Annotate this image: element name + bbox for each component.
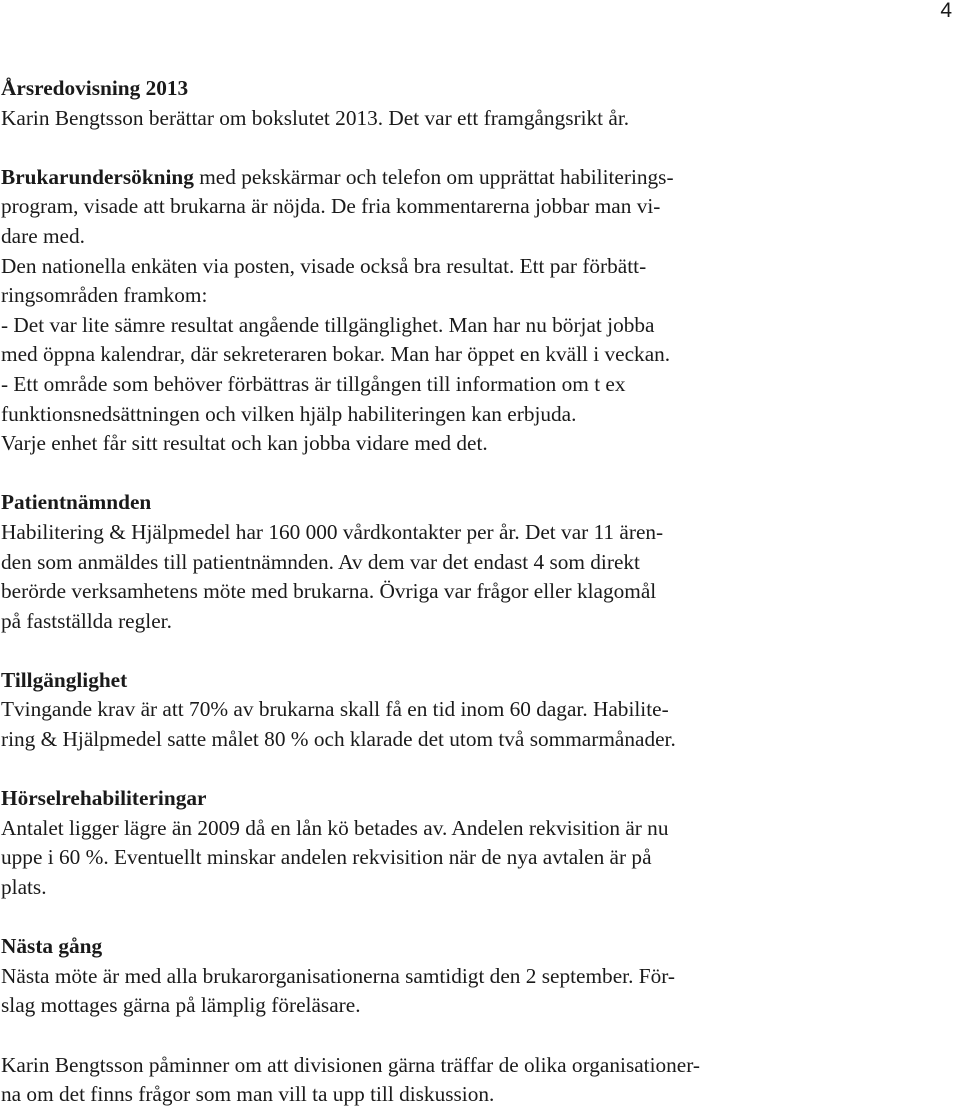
paragraph-line: berörde verksamhetens möte med brukarna. Övriga var frågor eller klagomål	[1, 579, 657, 604]
paragraph-gap	[1, 755, 951, 785]
section-heading: Nästa gång	[1, 934, 103, 959]
paragraph-line: Karin Bengtsson berättar om bokslutet 2013. Det var ett framgångsrikt år.	[1, 105, 630, 130]
paragraph-line: - Ett område som behöver förbättras är tillgången till information om t ex	[1, 371, 626, 396]
section-brukarundersokning	[1, 163, 951, 459]
section-heading: Patientnämnden	[1, 490, 152, 515]
paragraph-line: på fastställda regler.	[1, 608, 172, 633]
section-heading: Årsredovisning 2013	[1, 76, 189, 100]
paragraph-line: ring & Hjälpmedel satte målet 80 % och klarade det utom två sommarmånader.	[1, 727, 676, 752]
paragraph-line: slag mottages gärna på lämplig föreläsare.	[1, 993, 361, 1018]
paragraph-line: med öppna kalendrar, där sekreteraren bokar. Man har öppet en kväll i veckan.	[1, 342, 671, 367]
paragraph-line: ringsområden framkom:	[1, 283, 208, 308]
paragraph-gap	[1, 903, 951, 933]
paragraph-line: dare med.	[1, 223, 85, 248]
paragraph-line: Karin Bengtsson påminner om att divisionen gärna träffar de olika organisationer-	[1, 1052, 701, 1077]
section-arsredovisning	[1, 74, 951, 133]
paragraph-line: Nästa möte är med alla brukarorganisationerna samtidigt den 2 september. För-	[1, 963, 675, 988]
paragraph-line: den som anmäldes till patientnämnden. Av dem var det endast 4 som direkt	[1, 549, 640, 574]
paragraph-line: program, visade att brukarna är nöjda. De fria kommentarerna jobbar man vi-	[1, 194, 661, 219]
paragraph-text: med pekskärmar och telefon om upprättat habiliterings-	[193, 164, 674, 189]
paragraph-line: plats.	[1, 875, 47, 900]
section-nasta-gang	[1, 932, 951, 1021]
paragraph-gap	[1, 636, 951, 666]
paragraph-gap	[1, 133, 951, 163]
paragraph-line: Den nationella enkäten via posten, visade också bra resultat. Ett par förbätt-	[1, 253, 647, 278]
paragraph-line: Tvingande krav är att 70% av brukarna skall få en tid inom 60 dagar. Habilite-	[1, 697, 669, 722]
section-tillganglighet	[1, 666, 951, 755]
paragraph-gap	[1, 1021, 951, 1051]
inline-heading: Brukarundersökning	[1, 164, 194, 189]
paragraph-line: Antalet ligger lägre än 2009 då en lån kö betades av. Andelen rekvisition är nu	[1, 815, 669, 840]
paragraph-line	[1, 163, 951, 193]
paragraph-line: na om det finns frågor som man vill ta upp till diskussion.	[1, 1082, 495, 1107]
paragraph-line: - Det var lite sämre resultat angående tillgänglighet. Man har nu börjat jobba	[1, 312, 655, 337]
page-number: 4	[940, 0, 952, 22]
paragraph-gap	[1, 459, 951, 489]
paragraph-line: uppe i 60 %. Eventuellt minskar andelen rekvisition när de nya avtalen är på	[1, 845, 652, 870]
paragraph-line: Varje enhet får sitt resultat och kan jobba vidare med det.	[1, 431, 488, 456]
paragraph-line: Habilitering & Hjälpmedel har 160 000 vårdkontakter per år. Det var 11 ären-	[1, 519, 664, 544]
section-heading: Hörselrehabiliteringar	[1, 786, 207, 811]
document-body	[1, 74, 951, 1110]
section-patientnamnden	[1, 488, 951, 636]
section-closing	[1, 1051, 951, 1110]
paragraph-line: funktionsnedsättningen och vilken hjälp habiliteringen kan erbjuda.	[1, 401, 577, 426]
section-heading: Tillgänglighet	[1, 667, 128, 692]
section-horselrehabiliteringar	[1, 784, 951, 902]
